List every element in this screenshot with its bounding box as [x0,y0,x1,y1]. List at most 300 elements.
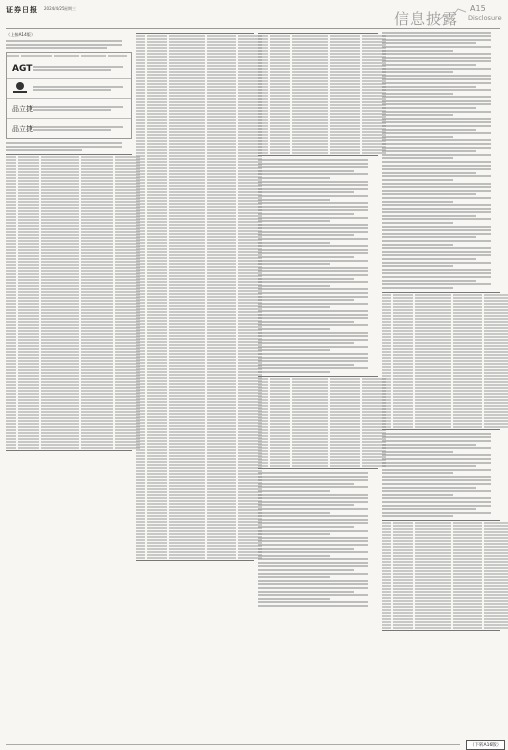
table-cell [18,393,39,395]
table-cell [415,573,450,575]
table-cell [18,399,39,401]
table-cell [169,65,204,67]
table-cell [330,459,360,461]
table-cell [41,297,79,299]
table-cell [393,357,413,359]
table-cell [382,528,391,530]
table-cell [207,347,237,349]
table-cell [393,342,413,344]
table-cell [382,399,391,401]
table-cell [207,386,237,388]
text-line [382,280,476,282]
table-cell [292,122,328,124]
table-cell [147,206,167,208]
table-cell [81,414,113,416]
table-cell [136,98,145,100]
table-cell [258,459,268,461]
table-cell [147,311,167,313]
table-cell [169,353,204,355]
table-cell [136,200,145,202]
table-cell [136,413,145,415]
table-cell [41,378,79,380]
table-cell [6,411,16,413]
logo-row [7,99,131,119]
table-cell [169,290,204,292]
table-cell [6,219,16,221]
table-cell [292,47,328,49]
table-cell [270,65,290,67]
table-cell [415,417,450,419]
table-cell [393,588,413,590]
table-cell [258,131,268,133]
table-cell [330,462,360,464]
table-cell [382,627,391,629]
table-cell [207,521,237,523]
table-cell [330,417,360,419]
table-cell [330,110,360,112]
text-line [382,251,491,253]
table-cell [147,293,167,295]
table-cell [207,527,237,529]
table-cell [169,125,204,127]
table-cell [147,197,167,199]
table-cell [453,531,483,533]
table-cell [136,398,145,400]
table-cell [41,324,79,326]
table-cell [330,74,360,76]
table-cell [207,242,237,244]
text-line [258,296,368,298]
table-cell [147,164,167,166]
logo-row [7,79,131,99]
table-cell [258,453,268,455]
table-cell [484,330,508,332]
text-line [258,591,354,593]
table-cell [169,461,204,463]
table-cell [169,104,204,106]
table-cell [258,107,268,109]
table-cell [136,302,145,304]
text-line [382,82,491,84]
table-cell [136,77,145,79]
table-cell [484,339,508,341]
table-cell [41,405,79,407]
logo-table-header [7,55,131,57]
table-cell [81,186,113,188]
table-cell [258,429,268,431]
table-cell [330,393,360,395]
table-cell [330,134,360,136]
text-line [382,118,491,120]
table-cell [393,606,413,608]
table-cell [207,503,237,505]
table-cell [147,50,167,52]
table-cell [81,252,113,254]
table-cell [270,35,290,37]
table-cell [484,369,508,371]
table-cell [6,186,16,188]
table-cell [41,183,79,185]
table-cell [18,396,39,398]
table-cell [382,558,391,560]
table-cell [393,423,413,425]
table-cell [415,378,450,380]
table-cell [453,426,483,428]
table-cell [18,432,39,434]
text-line [258,601,368,603]
table-cell [453,597,483,599]
table-cell [415,570,450,572]
table-cell [41,201,79,203]
table-cell [207,404,237,406]
table-cell [453,570,483,572]
text-line [6,44,122,46]
table-cell [453,345,483,347]
table-cell [81,213,113,215]
table-cell [484,387,508,389]
table-cell [81,447,113,449]
table-cell [453,312,483,314]
table-cell [6,435,16,437]
table-cell [415,375,450,377]
table-cell [81,444,113,446]
table-cell [18,210,39,212]
table-cell [330,405,360,407]
table-cell [136,389,145,391]
table-cell [292,447,328,449]
table-cell [81,243,113,245]
table-cell [147,89,167,91]
table-cell [207,41,237,43]
table-cell [147,491,167,493]
table-cell [484,606,508,608]
table-cell [382,405,391,407]
table-cell [453,606,483,608]
table-cell [18,183,39,185]
table-cell [169,272,204,274]
text-line [258,256,354,258]
text-line [258,357,368,359]
table-cell [169,161,204,163]
table-cell [147,299,167,301]
table-cell [330,411,360,413]
table-cell [169,497,204,499]
table-cell [81,228,113,230]
table-cell [453,534,483,536]
text-line [258,227,368,229]
table-cell [270,414,290,416]
table-cell [136,293,145,295]
table-cell [136,500,145,502]
table-cell [292,408,328,410]
table-cell [18,333,39,335]
table-cell [81,408,113,410]
table-cell [258,83,268,85]
table-cell [41,246,79,248]
table-cell [484,549,508,551]
table-cell [453,321,483,323]
text-line [382,265,453,267]
table-cell [382,375,391,377]
table-cell [169,533,204,535]
text-line [258,526,354,528]
table-cell [136,380,145,382]
table-cell [136,44,145,46]
table-cell [207,497,237,499]
table-cell [207,515,237,517]
table-cell [147,344,167,346]
text-line [382,494,453,496]
table-cell [6,243,16,245]
table-cell [270,113,290,115]
table-cell [147,128,167,130]
table-cell [81,396,113,398]
table-cell [207,389,237,391]
table-cell [393,534,413,536]
table-cell [41,279,79,281]
text-line [6,40,122,42]
table-cell [136,143,145,145]
table-cell [453,318,483,320]
table-cell [18,261,39,263]
table-cell [330,399,360,401]
table-cell [415,420,450,422]
table-cell [169,506,204,508]
table-cell [382,537,391,539]
table-cell [147,170,167,172]
table-cell [330,56,360,58]
table-cell [136,488,145,490]
table-cell [207,203,237,205]
table-cell [147,317,167,319]
table-cell [147,461,167,463]
table-cell [270,399,290,401]
table-cell [136,428,145,430]
table-cell [393,414,413,416]
table-cell [6,441,16,443]
table-cell [382,381,391,383]
table-cell [330,438,360,440]
table-cell [270,56,290,58]
table-cell [41,228,79,230]
table-cell [382,426,391,428]
table-cell [169,227,204,229]
table-cell [393,351,413,353]
table-cell [207,299,237,301]
table-cell [169,110,204,112]
table-cell [6,174,16,176]
table-cell [393,372,413,374]
table-cell [330,149,360,151]
table-cell [136,47,145,49]
table-cell [136,161,145,163]
table-cell [147,239,167,241]
table-cell [415,549,450,551]
table-cell [382,543,391,545]
table-cell [207,557,237,559]
table-cell [207,80,237,82]
table-cell [169,521,204,523]
table-cell [292,146,328,148]
table-cell [169,302,204,304]
table-cell [382,585,391,587]
text-line [258,598,330,600]
table-cell [382,420,391,422]
table-cell [207,323,237,325]
table-cell [382,573,391,575]
table-cell [393,345,413,347]
table-cell [330,104,360,106]
table-cell [270,149,290,151]
data-table [382,292,500,430]
table-cell [147,182,167,184]
table-cell [330,131,360,133]
table-cell [207,293,237,295]
table-cell [136,467,145,469]
table-cell [18,207,39,209]
table-cell [147,236,167,238]
table-cell [169,197,204,199]
table-cell [382,336,391,338]
table-cell [41,348,79,350]
section-title-en: Disclosure [468,14,502,22]
text-line [258,335,368,337]
table-cell [41,171,79,173]
table-cell [136,521,145,523]
table-cell [81,327,113,329]
table-cell [18,381,39,383]
table-cell [18,417,39,419]
text-line [258,512,330,514]
table-cell [415,585,450,587]
table-cell [415,303,450,305]
table-cell [292,50,328,52]
text-line [382,53,491,55]
table-cell [18,234,39,236]
table-cell [484,540,508,542]
table-cell [136,131,145,133]
table-cell [453,618,483,620]
table-cell [415,528,450,530]
table-cell [147,341,167,343]
table-cell [169,386,204,388]
table-cell [81,309,113,311]
table-cell [292,465,328,467]
table-cell [393,585,413,587]
table-cell [136,305,145,307]
table-cell [169,473,204,475]
table-cell [147,62,167,64]
table-cell [258,417,268,419]
table-cell [136,173,145,175]
table-cell [18,342,39,344]
table-cell [81,360,113,362]
text-line [382,508,476,510]
table-cell [393,549,413,551]
table-cell [136,182,145,184]
table-cell [270,381,290,383]
table-cell [169,281,204,283]
table-cell [415,348,450,350]
table-cell [169,107,204,109]
table-cell [330,35,360,37]
text-line [382,150,476,152]
table-cell [330,426,360,428]
table-cell [169,509,204,511]
table-cell [81,384,113,386]
table-cell [169,146,204,148]
table-cell [207,233,237,235]
table-cell [270,95,290,97]
text-line [382,483,491,485]
table-cell [18,372,39,374]
table-cell [18,348,39,350]
table-cell [382,600,391,602]
table-cell [207,509,237,511]
table-cell [81,438,113,440]
table-cell [41,342,79,344]
text-line [258,306,330,308]
text-line [382,129,476,131]
table-cell [136,356,145,358]
table-cell [207,554,237,556]
table-cell [292,86,328,88]
table-cell [484,624,508,626]
table-cell [484,612,508,614]
table-cell [330,107,360,109]
table-cell [258,47,268,49]
table-cell [136,212,145,214]
table-cell [81,222,113,224]
table-cell [41,372,79,374]
table-cell [136,125,145,127]
table-cell [453,309,483,311]
table-cell [292,140,328,142]
table-cell [81,330,113,332]
table-cell [6,183,16,185]
table-cell [169,245,204,247]
text-line [382,157,453,159]
table-cell [136,326,145,328]
table-cell [207,290,237,292]
table-cell [136,104,145,106]
table-cell [136,86,145,88]
table-cell [484,336,508,338]
table-cell [41,408,79,410]
table-cell [453,591,483,593]
table-cell [270,453,290,455]
table-cell [330,146,360,148]
table-cell [258,68,268,70]
table-cell [81,336,113,338]
table-cell [147,278,167,280]
data-table [136,33,254,561]
table-cell [207,380,237,382]
table-cell [147,452,167,454]
table-cell [147,41,167,43]
table-cell [453,324,483,326]
table-cell [207,518,237,520]
table-cell [330,92,360,94]
table-cell [169,152,204,154]
table-cell [207,314,237,316]
table-cell [147,545,167,547]
table-cell [484,363,508,365]
table-cell [169,221,204,223]
table-cell [330,384,360,386]
table-cell [207,479,237,481]
table-cell [292,80,328,82]
